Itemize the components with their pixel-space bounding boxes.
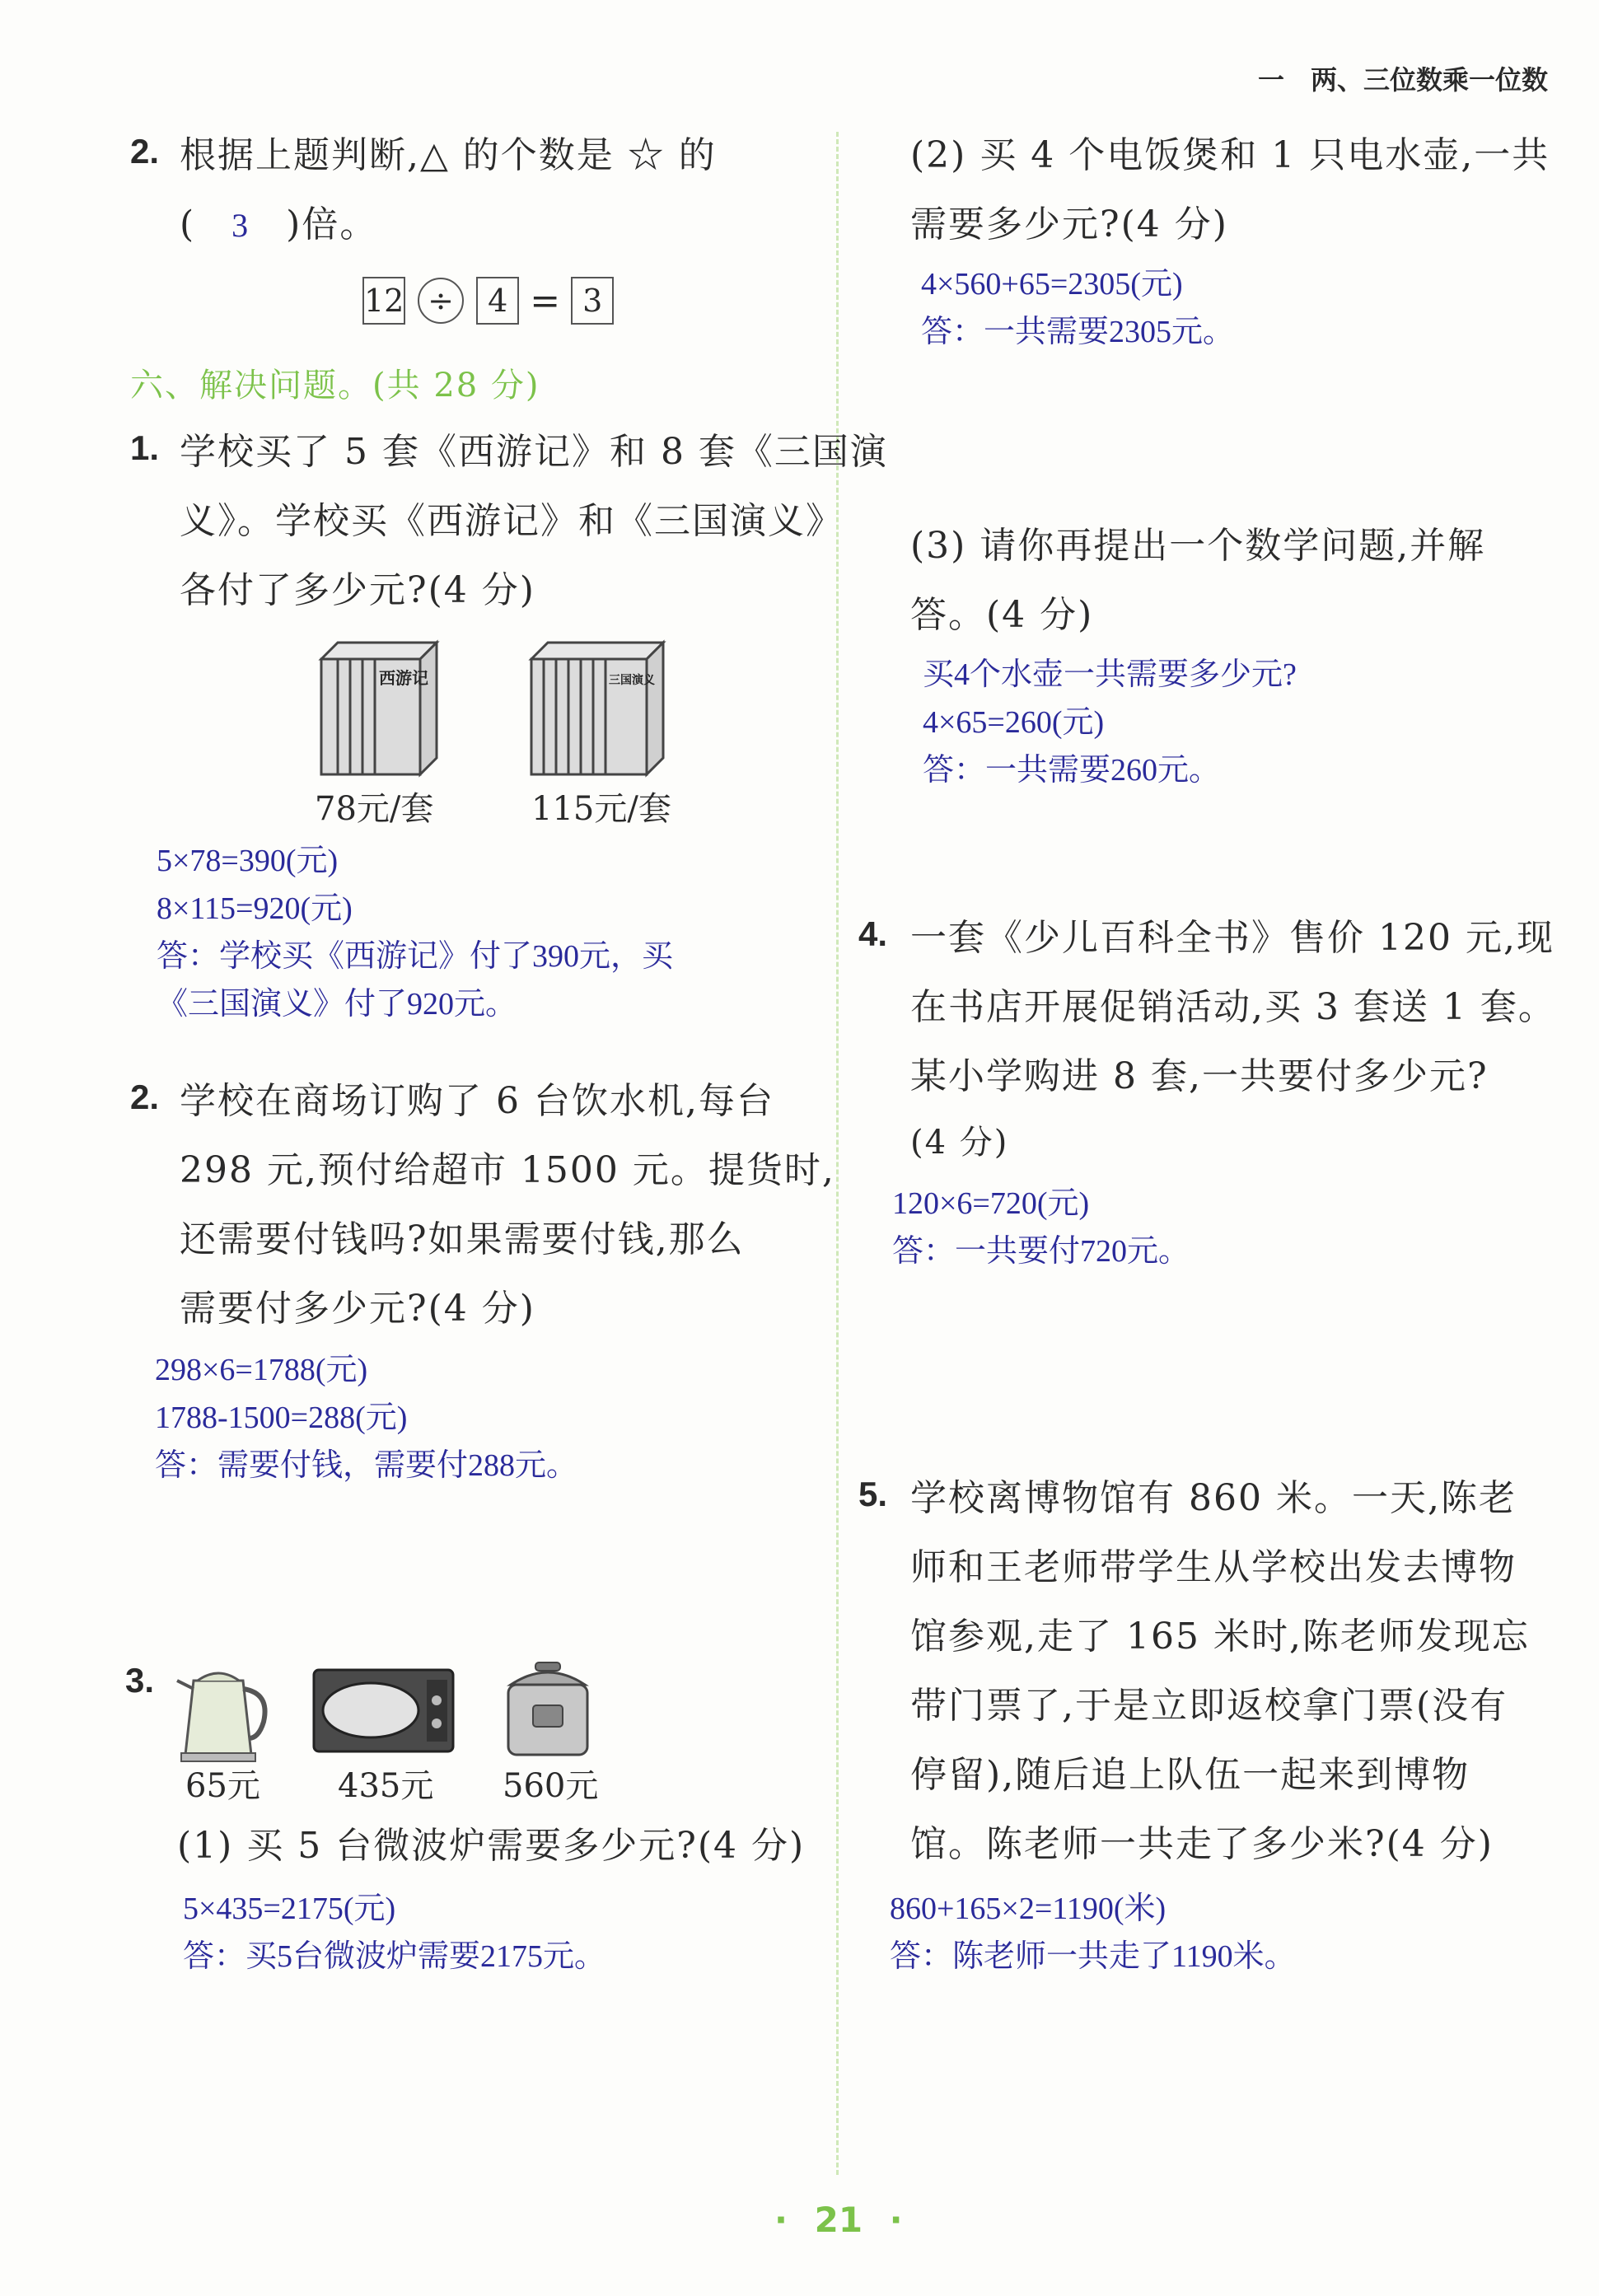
page-number: · 21 · — [774, 2200, 903, 2240]
question-line: 一套《少儿百科全书》售价 120 元,现 — [910, 917, 1555, 959]
question-line: 298 元,预付给超市 1500 元。提货时, — [180, 1149, 835, 1191]
answer-line: 答：买5台微波炉需要2175元。 — [183, 1939, 606, 1974]
electric-kettle-icon — [173, 1656, 272, 1763]
answer-line: 1788-1500=288(元) — [155, 1401, 408, 1435]
question-line: 学校在商场订购了 6 台饮水机,每台 — [180, 1080, 774, 1122]
equals-sign: = — [530, 279, 561, 322]
box-dividend: 12 — [362, 277, 405, 325]
question-line: 带门票了,于是立即返校拿门票(没有 — [910, 1685, 1508, 1727]
question-line: 学校离博物馆有 860 米。一天,陈老 — [910, 1477, 1517, 1519]
box-quotient: 3 — [571, 277, 614, 325]
rice-cooker-icon — [498, 1656, 597, 1763]
circle-operator: ÷ — [418, 278, 464, 324]
question-line: 停留),随后追上队伍一起来到博物 — [910, 1754, 1470, 1796]
answer-line: 买4个水壶一共需要多少元? — [923, 657, 1297, 692]
chapter-header: 一 两、三位数乘一位数 — [1257, 64, 1548, 96]
question-line: 馆。陈老师一共走了多少米?(4 分) — [910, 1823, 1494, 1865]
question-line: (3) 请你再提出一个数学问题,并解 — [910, 525, 1486, 567]
question-line: ( 3 )倍。 — [180, 203, 378, 245]
question-line: 师和王老师带学生从学校出发去博物 — [910, 1546, 1517, 1588]
price-label: 435元 — [338, 1767, 434, 1805]
svg-text:三国演义: 三国演义 — [609, 674, 655, 687]
answer-line: 5×435=2175(元) — [183, 1892, 396, 1926]
question-line: 义》。学校买《西游记》和《三国演义》 — [180, 500, 844, 542]
question-line: 某小学购进 8 套,一共要付多少元? — [910, 1055, 1489, 1097]
question-number: 4. — [858, 914, 888, 953]
question-line: 需要多少元?(4 分) — [910, 203, 1228, 245]
question-line: 答。(4 分) — [910, 594, 1094, 636]
answer-line: 答：一共要付720元。 — [892, 1234, 1190, 1269]
answer-line: 4×560+65=2305(元) — [921, 267, 1183, 302]
answer-line: 8×115=920(元) — [157, 891, 353, 926]
question-line: (1) 买 5 台微波炉需要多少元?(4 分) — [177, 1825, 806, 1867]
question-line: (4 分) — [910, 1124, 1009, 1162]
question-line: 需要付多少元?(4 分) — [180, 1288, 535, 1330]
question-number: 5. — [858, 1475, 888, 1513]
answer-line: 答：学校买《西游记》付了390元，买 — [157, 939, 674, 974]
question-line: 在书店开展促销活动,买 3 套送 1 套。 — [910, 986, 1556, 1028]
price-label: 115元/套 — [531, 790, 671, 828]
svg-text:西游记: 西游记 — [379, 668, 428, 688]
question-number: 2. — [130, 132, 160, 171]
answer-line: 120×6=720(元) — [892, 1186, 1090, 1221]
question-number: 3. — [125, 1661, 155, 1700]
question-line: 馆参观,走了 165 米时,陈老师发现忘 — [910, 1616, 1530, 1658]
book-set-sanguo-icon — [523, 634, 671, 783]
answer-line: 5×78=390(元) — [157, 844, 339, 878]
question-line: 根据上题判断,△ 的个数是 ☆ 的 — [180, 134, 717, 176]
answer-line: 答：一共需要2305元。 — [921, 315, 1235, 349]
question-line: (2) 买 4 个电饭煲和 1 只电水壶,一共 — [910, 134, 1550, 176]
answer-line: 答：一共需要260元。 — [923, 753, 1221, 788]
question-line: 学校买了 5 套《西游记》和 8 套《三国演 — [180, 431, 888, 473]
answer-line: 860+165×2=1190(米) — [890, 1892, 1167, 1926]
book-set-xiyouji-icon — [313, 634, 445, 783]
question-line: 还需要付钱吗?如果需要付钱,那么 — [180, 1218, 745, 1260]
question-number: 2. — [130, 1078, 160, 1116]
fill-answer: 3 — [231, 207, 250, 244]
question-line: 各付了多少元?(4 分) — [180, 569, 535, 611]
price-label: 65元 — [185, 1767, 260, 1805]
question-number: 1. — [130, 428, 160, 467]
price-label: 78元/套 — [315, 790, 434, 828]
answer-line: 答：陈老师一共走了1190米。 — [890, 1939, 1296, 1974]
box-divisor: 4 — [476, 277, 519, 325]
section-heading: 六、解决问题。(共 28 分) — [130, 367, 540, 404]
price-label: 560元 — [503, 1767, 599, 1805]
answer-line: 《三国演义》付了920元。 — [157, 987, 517, 1022]
answer-line: 298×6=1788(元) — [155, 1353, 368, 1387]
answer-line: 4×65=260(元) — [923, 705, 1105, 740]
microwave-icon — [311, 1667, 456, 1754]
answer-line: 答：需要付钱，需要付288元。 — [155, 1448, 578, 1483]
division-equation — [362, 277, 614, 325]
